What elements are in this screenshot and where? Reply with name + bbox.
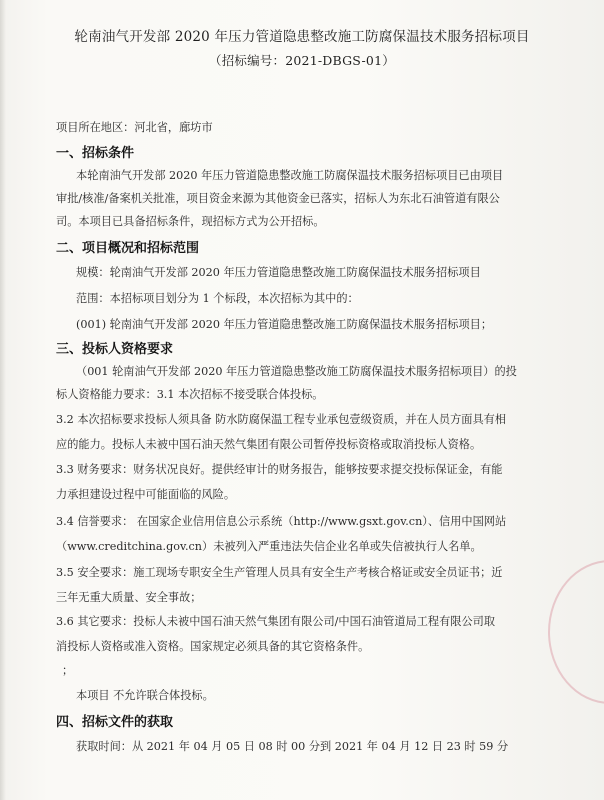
section-2-lot: (001) 轮南油气开发部 2020 年压力管道隐患整改施工防腐保温技术服务招标项目； [76,318,493,331]
section-3-line-8: （www.creditchina.gov.cn）未被列入严重违法失信企业名单或失信被执行人名单。 [56,540,482,553]
section-3-semicolon: ； [62,664,74,677]
section-1-heading: 一、招标条件 [56,146,135,161]
section-3-line-12: 消投标人资格或准入资格。国家规定必须具备的其它资格条件。 [56,640,370,653]
section-3-line-3: 3.2 本次招标要求投标人须具备 防水防腐保温工程专业承包壹级资质，并在人员方面具有相 [56,413,507,426]
section-3-line-6: 力承担建设过程中可能面临的风险。 [56,488,236,501]
tender-number: （招标编号：2021-DBGS-01） [209,53,395,68]
section-2-scale: 规模：轮南油气开发部 2020 年压力管道隐患整改施工防腐保温技术服务招标项目 [76,266,481,279]
section-4-heading: 四、招标文件的获取 [56,715,174,730]
section-3-line-7: 3.4 信誉要求： 在国家企业信用信息公示系统（http://www.gsxt.gov.cn）、信用中国网站 [56,515,507,528]
section-3-line-4: 应的能力。投标人未被中国石油天然气集团有限公司暂停投标资格或取消投标人资格。 [56,438,482,451]
page-edge-shadow [0,0,6,800]
section-3-line-9: 3.5 安全要求：施工现场专职安全生产管理人员具有安全生产考核合格证或安全员证书；近 [56,566,503,579]
section-1-line-1: 本轮南油气开发部 2020 年压力管道隐患整改施工防腐保温技术服务招标项目已由项目 [76,169,504,182]
section-3-heading: 三、投标人资格要求 [56,342,174,357]
section-2-range: 范围：本招标项目划分为 1 个标段，本次招标为其中的： [76,292,359,305]
section-1-line-2: 审批/核准/备案机关批准，项目资金来源为其他资金已落实，招标人为东北石油管道有限公 [56,192,500,205]
section-3-line-11: 3.6 其它要求：投标人未被中国石油天然气集团有限公司/中国石油管道局工程有限公司取 [56,615,496,628]
seal-stamp [548,560,604,704]
section-1-line-3: 司。本项目已具备招标条件，现招标方式为公开招标。 [56,215,325,228]
section-3-line-2: 标人资格能力要求：3.1 本次招标不接受联合体投标。 [56,388,324,401]
section-4-acquisition-time: 获取时间：从 2021 年 04 月 05 日 08 时 00 分到 2021 年 04 月 12 日 23 时 59 分 [76,740,509,753]
section-3-consortium-note: 本项目 不允许联合体投标。 [76,689,214,702]
project-location: 项目所在地区：河北省，廊坊市 [56,121,213,134]
section-3-line-1: （001 轮南油气开发部 2020 年压力管道隐患整改施工防腐保温技术服务招标项目）的投 [76,365,517,378]
section-2-heading: 二、项目概况和招标范围 [56,241,200,256]
section-3-line-10: 三年无重大质量、安全事故； [56,591,202,604]
section-3-line-5: 3.3 财务要求：财务状况良好。提供经审计的财务报告，能够按要求提交投标保证金，有能 [56,463,503,476]
document-title: 轮南油气开发部 2020 年压力管道隐患整改施工防腐保温技术服务招标项目 [74,29,530,45]
